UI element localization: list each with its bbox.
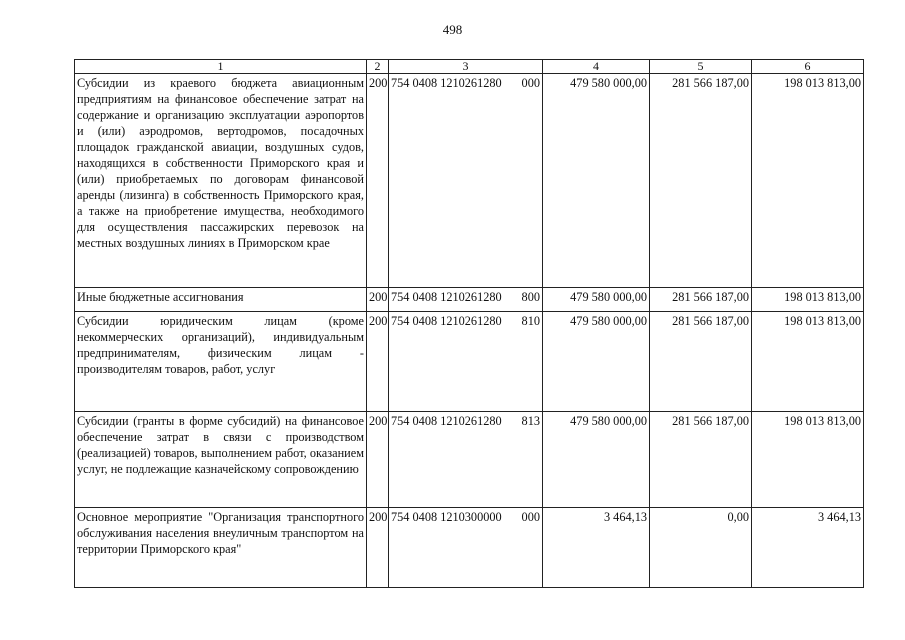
column-header: 2 <box>367 60 389 74</box>
row-description: Основное мероприятие "Организация транспортного обслуживания населения внеуличным транспортом на территории Приморского края" <box>75 508 367 588</box>
row-classification-code: 754 0408 1210261280 <box>391 414 502 428</box>
row-description: Субсидии юридическим лицам (кроме некоммерческих организаций), индивидуальным предпринимателям, физическим лицам - производителям товаров, работ, услуг <box>75 312 367 412</box>
table-row <box>75 312 864 412</box>
row-value-col6: 198 013 813,00 <box>752 312 864 412</box>
row-value-col4: 3 464,13 <box>543 508 650 588</box>
row-classification-code: 754 0408 1210261280 <box>391 76 502 90</box>
budget-table <box>74 59 864 588</box>
row-description: Иные бюджетные ассигнования <box>75 288 367 312</box>
row-admin-code: 200 <box>367 508 389 588</box>
row-classification-code: 754 0408 1210261280 <box>391 314 502 328</box>
row-value-col5: 281 566 187,00 <box>650 288 752 312</box>
row-expense-type: 000 <box>521 76 540 90</box>
row-budget-code <box>389 312 543 412</box>
row-expense-type: 800 <box>521 290 540 304</box>
row-expense-type: 813 <box>521 414 540 428</box>
table-row <box>75 74 864 288</box>
header-row <box>75 60 864 74</box>
table-row <box>75 508 864 588</box>
row-admin-code: 200 <box>367 312 389 412</box>
row-budget-code <box>389 288 543 312</box>
row-value-col5: 281 566 187,00 <box>650 74 752 288</box>
column-header: 5 <box>650 60 752 74</box>
column-header: 1 <box>75 60 367 74</box>
row-value-col5: 0,00 <box>650 508 752 588</box>
row-value-col6: 198 013 813,00 <box>752 288 864 312</box>
table-row <box>75 288 864 312</box>
row-value-col4: 479 580 000,00 <box>543 412 650 508</box>
row-value-col6: 3 464,13 <box>752 508 864 588</box>
row-value-col5: 281 566 187,00 <box>650 412 752 508</box>
row-value-col4: 479 580 000,00 <box>543 288 650 312</box>
row-classification-code: 754 0408 1210300000 <box>391 510 502 524</box>
row-expense-type: 000 <box>521 510 540 524</box>
table-row <box>75 412 864 508</box>
row-classification-code: 754 0408 1210261280 <box>391 290 502 304</box>
page-number: 498 <box>442 22 463 37</box>
row-admin-code: 200 <box>367 288 389 312</box>
row-value-col5: 281 566 187,00 <box>650 312 752 412</box>
row-budget-code <box>389 74 543 288</box>
row-expense-type: 810 <box>521 314 540 328</box>
column-header: 6 <box>752 60 864 74</box>
row-budget-code <box>389 412 543 508</box>
row-description: Субсидии из краевого бюджета авиационным предприятиям на финансовое обеспечение затрат на содержание и организацию эксплуатации аэропортов и (или) аэродромов, вертодромов, посадочных площадок гражданской авиации, воздушных судов, находящихся в собственности Приморского края и (или) приобретаемых по договорам финансовой аренды (лизинга) в собственность Приморского края, а также на приобретение имущества, необходимого для осуществления пассажирских перевозок на местных воздушных линиях в Приморском крае <box>75 74 367 288</box>
row-value-col6: 198 013 813,00 <box>752 412 864 508</box>
row-description: Субсидии (гранты в форме субсидий) на финансовое обеспечение затрат в связи с производством (реализацией) товаров, выполнением работ, оказанием услуг, не подлежащие казначейскому сопровождению <box>75 412 367 508</box>
row-value-col4: 479 580 000,00 <box>543 74 650 288</box>
row-value-col4: 479 580 000,00 <box>543 312 650 412</box>
column-header: 3 <box>389 60 543 74</box>
row-admin-code: 200 <box>367 74 389 288</box>
row-budget-code <box>389 508 543 588</box>
column-header: 4 <box>543 60 650 74</box>
row-value-col6: 198 013 813,00 <box>752 74 864 288</box>
row-admin-code: 200 <box>367 412 389 508</box>
